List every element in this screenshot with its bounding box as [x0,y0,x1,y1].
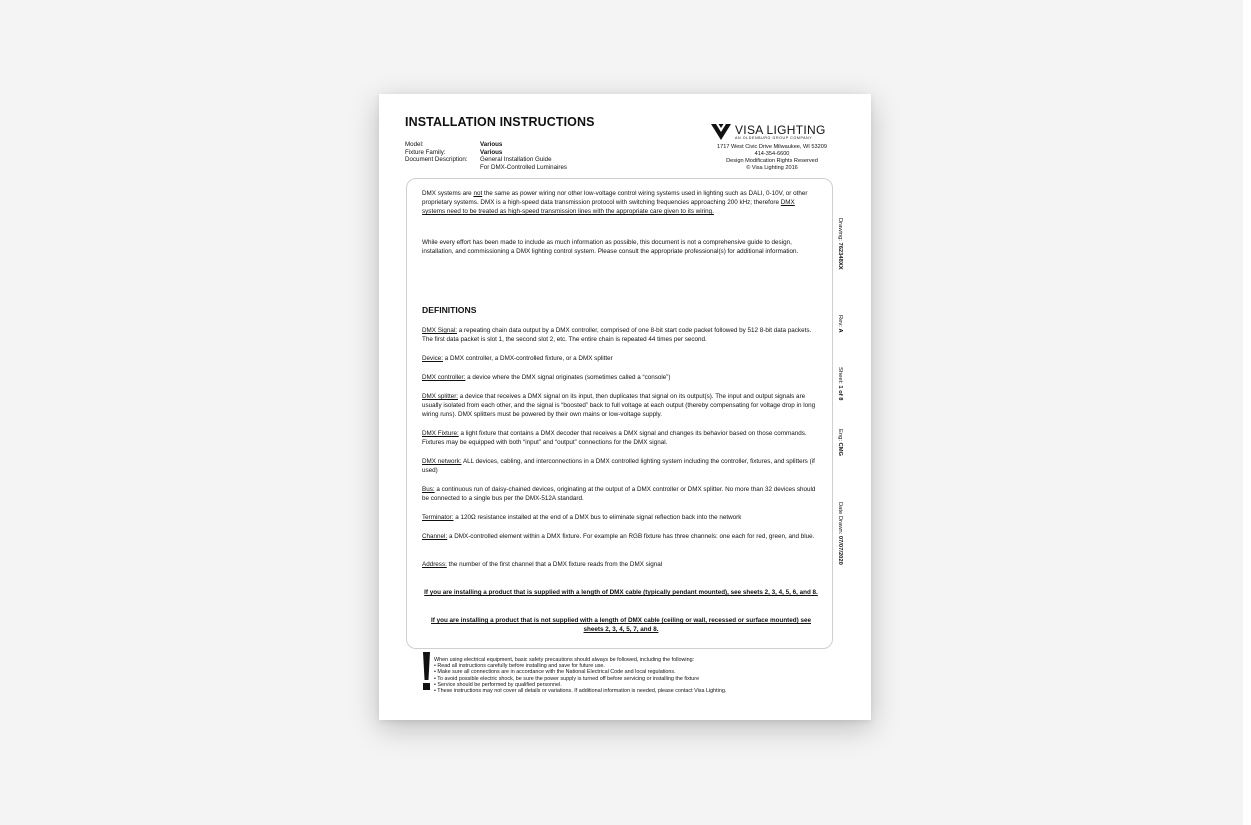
definition-item [422,355,820,364]
definition-text: ALL devices, cabling, and interconnections in a DMX controlled lighting system including the controller, fixtures, and splitters (if used) [422,458,815,474]
definition-term: Address: [422,561,447,568]
meta-model [405,141,567,149]
definition-item [422,327,820,345]
definition-item [422,374,820,383]
warning-line: • Make sure all connections are in accordance with the National Electrical Code and local regulations. [434,669,676,676]
sheet-note-surface: If you are installing a product that is not supplied with a length of DMX cable (ceiling or wall, recessed or surface mounted) see sheets 2, 3, 4, 5, 7, and 8. [431,617,811,633]
definition-text: a DMX controller, a DMX-controlled fixture, or a DMX splitter [443,355,613,362]
intro-not-emphasis: not [473,190,483,197]
definition-item [422,458,820,476]
company-rights: Design Modification Rights Reserved [726,157,818,164]
background-edge [1243,0,1251,825]
drawing-label: Drawing: [837,218,843,243]
meta-family-value: Various [480,148,503,156]
sheet-note-pendant: If you are installing a product that is supplied with a length of DMX cable (typically pendant mounted), see sheets 2, 3, 4, 5, 6, and 8. [424,589,818,596]
intro-text-a: DMX systems are [422,190,474,197]
eng-label: Eng: [837,429,843,443]
definition-term: DMX Signal: [422,327,457,334]
eng-value: CMG [837,442,843,457]
meta-description [405,156,567,164]
definition-term: Terminator: [422,514,454,521]
sheet-label: Sheet: [837,367,843,386]
definition-term: DMX Fixture: [422,430,459,437]
visa-triangle-logo-icon [711,124,731,140]
definition-item [422,561,820,570]
meta-description-cont [405,164,567,172]
document-meta [405,141,567,171]
exclamation-icon [421,651,432,691]
engineer [837,429,843,456]
warning-line: • To avoid possible electric shock, be sure the power supply is turned off before servicing or installing the fixture [434,675,700,682]
definition-text: a continuous run of daisy-chained devices, originating at the output of a DMX controller or DMX splitter. No more than 32 devices should be connected to a single bus per the DMX-512A standard. [422,486,816,502]
definition-item [422,514,820,523]
warning-line: When using electrical equipment, basic safety precautions should always be followed, including the following: [434,657,695,663]
intro-underlined-warning: DMX systems need to be treated as high-speed transmission lines with the appropriate care given to its wiring. [422,198,795,215]
definition-text: a repeating chain data output by a DMX controller, comprised of one 8-bit start code packet followed by 512 8-bit data packets. The first data packet is slot 1, the second slot 2, etc. The entire chain is repeated 44 times per second. [422,327,812,343]
rev-label: Rev: [837,315,843,329]
meta-desc-label: Document Description: [405,156,468,164]
drawing-value: 762348XX [837,242,843,270]
definition-text: a light fixture that contains a DMX decoder that receives a DMX signal and changes its behavior based on those commands. Fixtures may be equipped with both “input” and “output” connections for the DMX signal. [422,430,807,446]
intro-text-b: the same as power wiring nor other low-voltage control wiring systems used in lighting such as DALI, 0-10V, or other proprietary systems. DMX is a high-speed data transmission protocol with switching frequencies approaching 200 kHz; therefore [422,190,808,206]
definition-term: DMX network: [422,458,462,465]
definition-item [422,533,820,542]
warning-line: • Service should be performed by qualified personnel. [434,681,562,688]
definition-term: DMX controller: [422,374,466,381]
definition-item [422,430,820,448]
document-page [379,94,871,720]
date-value: 07/07/2020 [837,535,843,565]
sheet-value: 1 of 8 [837,385,843,401]
definition-item [422,486,820,504]
warning-line: • Read all instructions carefully before installing and save for future use. [434,663,605,670]
meta-model-value: Various [480,141,503,148]
logo-name: VISA LIGHTING [735,123,826,137]
safety-warning [434,657,726,694]
rev-value: A [837,328,843,333]
definition-text: the number of the first channel that a DMX fixture reads from the DMX signal [446,561,663,568]
intro-paragraph-1 [422,190,818,217]
definition-term: DMX splitter: [422,393,459,400]
meta-model-label: Model: [405,141,424,148]
definition-text: a 120Ω resistance installed at the end of a DMX bus to eliminate signal reflection back into the network [453,514,742,521]
definition-text: a DMX-controlled element within a DMX fixture. For example an RGB fixture has three channels: one each for red, green, and blue. [447,533,815,540]
date-drawn [837,502,843,565]
company-phone: 414-354-6600 [754,150,790,157]
definition-item [422,393,820,420]
document-title: INSTALLATION INSTRUCTIONS [405,115,595,129]
definition-term: Bus: [422,486,435,493]
meta-family-label: Fixture Family: [405,148,446,156]
revision [837,315,843,333]
meta-desc-line1: General Installation Guide [480,156,552,164]
warning-line: • These instructions may not cover all details or variations. If additional information is needed, please contact Visa Lighting. [434,688,727,695]
instructions-box [406,178,833,649]
intro-paragraph-2: While every effort has been made to include as much information as possible, this document is not a comprehensive guide to design, installation, and commissioning a DMX lighting control system. Please consult the appropriate professional(s) for additional information. [422,239,799,255]
logo-tagline: AN OLDENBURG GROUP COMPANY [735,136,813,140]
definition-term: Channel: [422,533,448,540]
definitions-heading: DEFINITIONS [422,305,477,315]
meta-family [405,149,567,157]
definition-text: a device that receives a DMX signal on its input, then duplicates that signal on its output(s). The input and output signals are usually isolated from each other, and the signal is “boosted” back to full voltage at each output (thereby compensating for voltage drop in long wiring runs). DMX splitters must be powered by their own mains or low-voltage supply. [422,393,816,418]
sheet-number [837,367,843,401]
company-address: 1717 West Civic Drive Milwaukee, WI 53209 [717,144,827,150]
company-info [697,144,847,172]
company-copyright: © Visa Lighting 2016 [746,164,798,171]
date-label: Date Drawn: [837,502,843,536]
meta-desc-line2: For DMX-Controlled Luminaires [480,163,567,171]
drawing-number [837,218,843,270]
definition-term: Device: [422,355,443,362]
definition-text: a device where the DMX signal originates (sometimes called a “console”) [465,374,671,381]
